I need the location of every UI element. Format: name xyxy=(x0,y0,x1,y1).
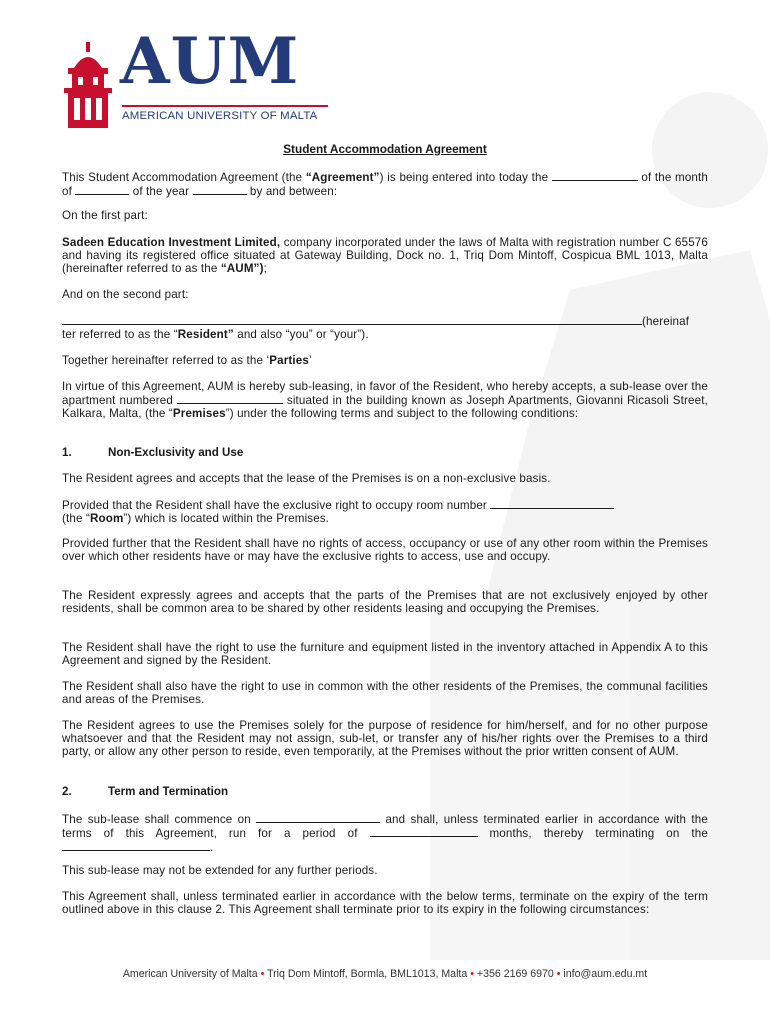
room-term: Room xyxy=(89,512,124,525)
intro-text: by and between: xyxy=(246,185,338,198)
end-date-blank[interactable] xyxy=(62,840,210,851)
section2-p2: This sub-lease may not be extended for any further periods. xyxy=(62,864,378,877)
tower-icon xyxy=(60,42,116,128)
resident-term: Resident” xyxy=(177,328,234,341)
logo-subtitle: AMERICAN UNIVERSITY OF MALTA xyxy=(122,110,318,122)
parties-text: Together hereinafter referred to as the ‘ xyxy=(62,354,270,367)
intro-text: This Student Accommodation Agreement (the xyxy=(62,171,306,184)
section1-text: (the “ xyxy=(62,512,90,525)
party1-name: Sadeen Education Investment Limited, xyxy=(62,236,281,249)
parties-term: Parties xyxy=(269,354,309,367)
intro-paragraph xyxy=(62,170,708,198)
section1-p3: Provided further that the Resident shall have no rights of access, occupancy or use of any other room within the Premises over which other residents have or may have the exclusive rights to access, use and occupy. xyxy=(62,537,708,563)
aum-logo xyxy=(60,24,340,128)
party1-text: ; xyxy=(263,262,267,275)
second-part-label: And on the second part: xyxy=(62,288,189,301)
agreement-term: “Agreement” xyxy=(305,171,380,184)
logo-divider xyxy=(122,105,328,107)
first-part-label: On the first part: xyxy=(62,209,148,222)
intro-text: of the year xyxy=(129,185,193,198)
party2-text: and also “you” or “your”). xyxy=(233,328,369,341)
virtue-text: ”) under the following terms and subject to the following conditions: xyxy=(225,407,579,420)
section1-p5: The Resident shall have the right to use the furniture and equipment listed in the inventory attached in Appendix A to this Agreement and signed by the Resident. xyxy=(62,641,708,667)
day-blank[interactable] xyxy=(552,170,638,181)
section1-text: Provided that the Resident shall have the exclusive right to occupy room number xyxy=(62,499,491,512)
section1-title: Non-Exclusivity and Use xyxy=(108,446,244,459)
section2-number: 2. xyxy=(62,785,72,798)
intro-text: ) is being entered into today the xyxy=(379,171,549,184)
section1-p2 xyxy=(62,498,708,525)
section2-text: and shall, unless terminated earlier in accordance with the terms of this Agreement, run for a period of xyxy=(62,813,708,840)
section1-p1: The Resident agrees and accepts that the lease of the Premises is on a non-exclusive basis. xyxy=(62,472,551,485)
footer-university: American University of Malta xyxy=(122,968,258,980)
footer-separator: • xyxy=(470,968,474,980)
parties-text: ’ xyxy=(308,354,312,367)
virtue-text: In virtue of this Agreement, AUM is hereby sub-leasing, in favor of the Resident, who hereby accepts, a sub-lease over the apartment numbered xyxy=(62,380,708,407)
footer-separator: • xyxy=(260,968,265,980)
start-date-blank[interactable] xyxy=(256,812,380,823)
premises-term: Premises xyxy=(172,407,226,420)
section2-p3: This Agreement shall, unless terminated earlier in accordance with the below terms, terminate on the expiry of the term outlined above in this clause 2. This Agreement shall terminate prior to its expiry in the following circumstances: xyxy=(62,890,708,916)
party1-short: “AUM”) xyxy=(220,262,264,275)
parties-paragraph xyxy=(62,354,708,367)
footer-phone: +356 2169 6970 xyxy=(476,968,554,980)
section1-p6: The Resident shall also have the right to use in common with the other residents of the Premises, the communal facilities and areas of the Premises. xyxy=(62,680,708,706)
section2-text: . xyxy=(210,841,214,854)
logo-wordmark: AUM xyxy=(120,24,300,99)
intro-text: of the month of xyxy=(62,171,709,198)
section1-text: ”) which is located within the Premises. xyxy=(123,512,330,525)
year-blank[interactable] xyxy=(193,184,247,195)
room-number-blank[interactable] xyxy=(490,498,614,509)
section1-number: 1. xyxy=(62,446,72,459)
section2-text: months, thereby terminating on the xyxy=(477,827,709,840)
resident-name-blank[interactable] xyxy=(62,314,642,325)
page-footer xyxy=(0,968,770,980)
party1-paragraph xyxy=(62,236,708,275)
party1-text: company incorporated under the laws of Malta with registration number C 65576 and having its registered office situated at Gateway Building, Dock no. 1, Triq Dom Mintoff, Cospicua BML 1013, Malta (hereinafter referred to as the xyxy=(62,236,708,275)
party2-text: (hereinaf xyxy=(642,315,690,328)
footer-separator: • xyxy=(556,968,561,980)
apartment-number-blank[interactable] xyxy=(177,393,283,404)
virtue-text: situated in the building known as Joseph Apartments, Giovanni Ricasoli Street, Kalkara, Malta, (the “ xyxy=(62,394,708,420)
section2-title: Term and Termination xyxy=(108,785,229,798)
section1-p7: The Resident agrees to use the Premises solely for the purpose of residence for him/herself, and for no other purpose whatsoever and that the Resident may not assign, sub-let, or transfer any of his/her rights over the Premises to a third party, or allow any other person to reside, even temporarily, at the Premises without the prior written consent of AUM. xyxy=(62,719,708,758)
party2-text: ter referred to as the “ xyxy=(62,328,178,341)
footer-address: Triq Dom Mintoff, Bormla, BML1013, Malta xyxy=(267,968,468,980)
party2-paragraph xyxy=(62,314,708,341)
section2-heading xyxy=(62,785,228,798)
period-blank[interactable] xyxy=(370,826,478,837)
virtue-paragraph xyxy=(62,380,708,420)
section2-p1 xyxy=(62,812,708,854)
section1-p4: The Resident expressly agrees and accepts that the parts of the Premises that are not exclusively enjoyed by other residents, shall be common area to be shared by other residents leasing and occupying the Premises. xyxy=(62,589,708,615)
section2-text: The sub-lease shall commence on xyxy=(62,813,257,826)
month-blank[interactable] xyxy=(75,184,129,195)
document-title: Student Accommodation Agreement xyxy=(283,142,487,156)
footer-email[interactable]: info@aum.edu.mt xyxy=(563,968,648,980)
section1-heading xyxy=(62,446,243,459)
